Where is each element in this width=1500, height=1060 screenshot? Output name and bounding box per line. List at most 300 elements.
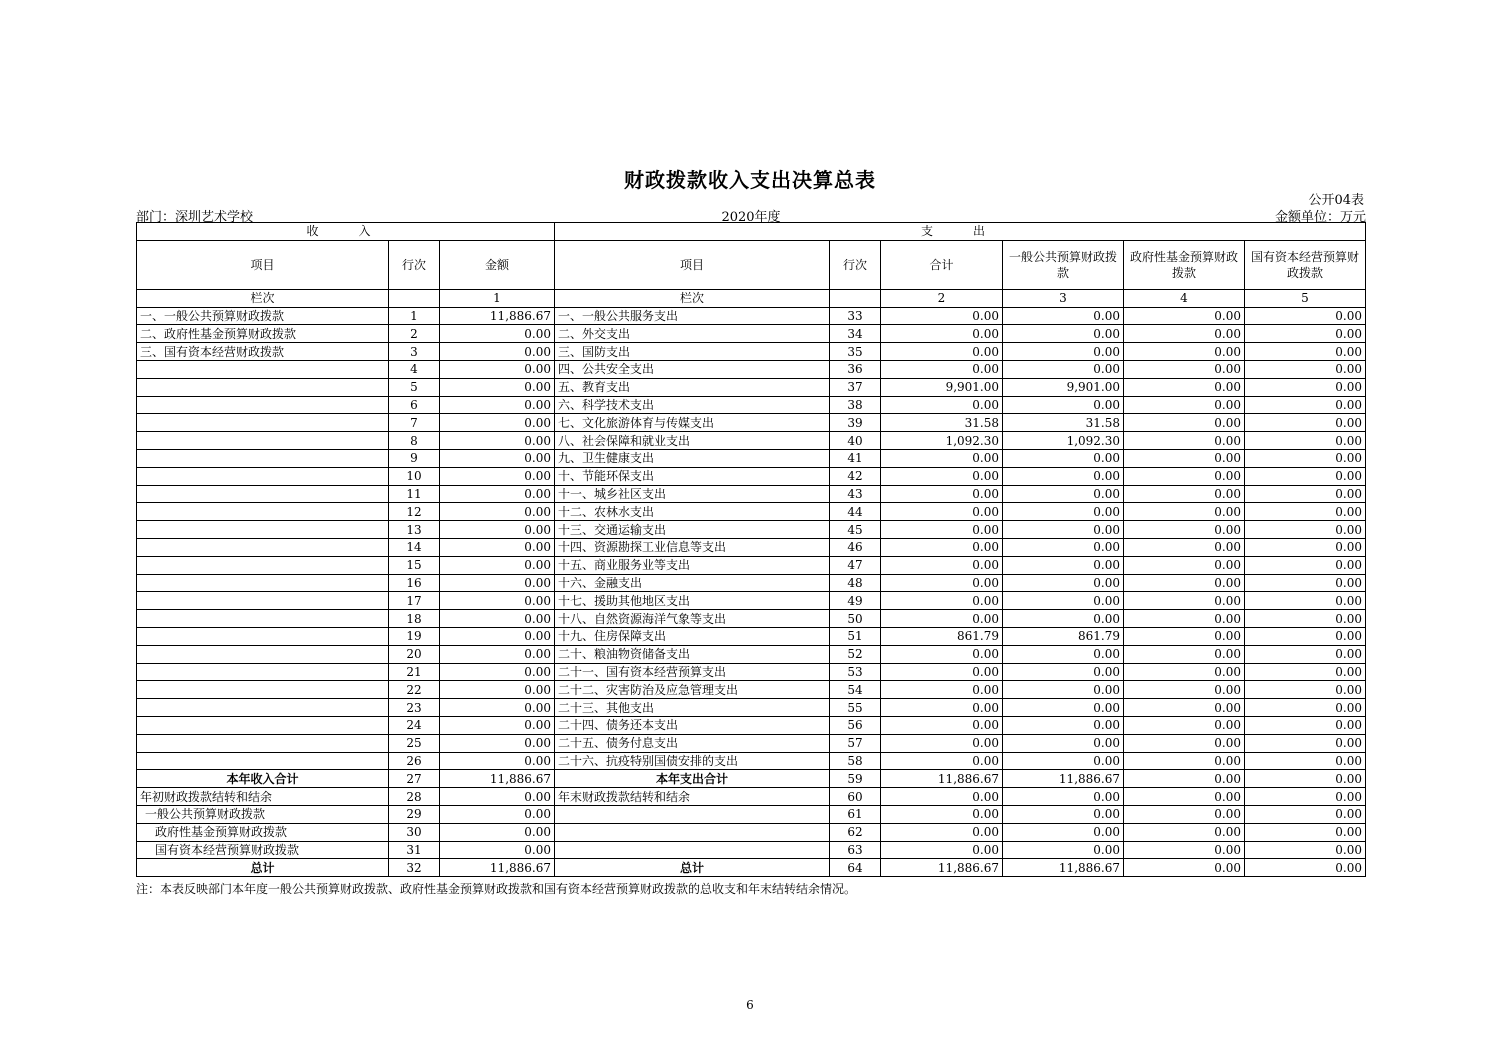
- expense-total: 0.00: [881, 538, 1003, 556]
- expense-total: 0.00: [881, 788, 1003, 806]
- income-item: [137, 485, 389, 503]
- expense-line: 60: [830, 788, 881, 806]
- expense-state: 0.00: [1245, 396, 1366, 414]
- expense-item: 十七、援助其他地区支出: [555, 592, 830, 610]
- table-row: [137, 716, 1366, 734]
- table-row: [137, 360, 1366, 378]
- expense-fund: 0.00: [1124, 859, 1245, 877]
- expense-general: 0.00: [1003, 681, 1124, 699]
- income-line: 5: [389, 378, 440, 396]
- expense-line: 59: [830, 770, 881, 788]
- income-item: [137, 432, 389, 450]
- expense-line: 52: [830, 645, 881, 663]
- expense-general: 0.00: [1003, 841, 1124, 859]
- expense-general: 0.00: [1003, 663, 1124, 681]
- expense-total: 0.00: [881, 307, 1003, 325]
- table-row: [137, 467, 1366, 485]
- column-number: 5: [1245, 289, 1366, 307]
- expense-total: 0.00: [881, 574, 1003, 592]
- department-label: 部门：深圳艺术学校: [136, 210, 254, 225]
- column-label: 栏次: [137, 289, 389, 307]
- expense-total: 11,886.67: [881, 770, 1003, 788]
- table-row: [137, 681, 1366, 699]
- income-amount: 0.00: [440, 414, 555, 432]
- expense-fund: 0.00: [1124, 467, 1245, 485]
- income-line: 1: [389, 307, 440, 325]
- income-amount: 0.00: [440, 325, 555, 343]
- expense-line: 43: [830, 485, 881, 503]
- expense-item: 二、外交支出: [555, 325, 830, 343]
- expense-line: 58: [830, 752, 881, 770]
- column-number: 4: [1124, 289, 1245, 307]
- table-row: [137, 414, 1366, 432]
- income-amount: 0.00: [440, 805, 555, 823]
- expense-line: 64: [830, 859, 881, 877]
- expense-line: 42: [830, 467, 881, 485]
- expense-item: 二十三、其他支出: [555, 699, 830, 717]
- expense-item: [555, 823, 830, 841]
- expense-item: 十二、农林水支出: [555, 503, 830, 521]
- expense-fund: 0.00: [1124, 307, 1245, 325]
- amount-unit: 金额单位：万元: [1274, 210, 1366, 225]
- table-row: [137, 752, 1366, 770]
- column-number-row: [137, 289, 1366, 307]
- expense-state: 0.00: [1245, 627, 1366, 645]
- expense-general: 0.00: [1003, 788, 1124, 806]
- expense-fund: 0.00: [1124, 788, 1245, 806]
- expense-total: 31.58: [881, 414, 1003, 432]
- income-item: 国有资本经营预算财政拨款: [137, 841, 389, 859]
- expense-total: 0.00: [881, 396, 1003, 414]
- expense-general: 0.00: [1003, 556, 1124, 574]
- expense-total: 0.00: [881, 823, 1003, 841]
- income-amount: 0.00: [440, 521, 555, 539]
- expense-general: 0.00: [1003, 805, 1124, 823]
- expense-fund: 0.00: [1124, 823, 1245, 841]
- expense-state: 0.00: [1245, 538, 1366, 556]
- expense-line: 61: [830, 805, 881, 823]
- expense-total: 0.00: [881, 343, 1003, 361]
- income-amount: 0.00: [440, 378, 555, 396]
- expense-fund: 0.00: [1124, 663, 1245, 681]
- expense-state: 0.00: [1245, 521, 1366, 539]
- col-total: 合计: [881, 240, 1003, 289]
- footnote: 注：本表反映部门本年度一般公共预算财政拨款、政府性基金预算财政拨款和国有资本经营预算财政拨款的总收支和年末结转结余情况。: [136, 882, 857, 896]
- income-line: 12: [389, 503, 440, 521]
- expense-fund: 0.00: [1124, 556, 1245, 574]
- table-row: [137, 343, 1366, 361]
- income-amount: 0.00: [440, 556, 555, 574]
- expense-total: 0.00: [881, 556, 1003, 574]
- expense-total: 0.00: [881, 610, 1003, 628]
- income-line: 4: [389, 360, 440, 378]
- expense-general: 0.00: [1003, 467, 1124, 485]
- income-amount: 0.00: [440, 681, 555, 699]
- income-item: [137, 752, 389, 770]
- expense-total: 0.00: [881, 449, 1003, 467]
- expense-item: 二十五、债务付息支出: [555, 734, 830, 752]
- expense-line: 45: [830, 521, 881, 539]
- income-line: 7: [389, 414, 440, 432]
- expense-item: 二十二、灾害防治及应急管理支出: [555, 681, 830, 699]
- expense-item: 十六、金融支出: [555, 574, 830, 592]
- column-number: 2: [881, 289, 1003, 307]
- income-item: 年初财政拨款结转和结余: [137, 788, 389, 806]
- expense-item: 八、社会保障和就业支出: [555, 432, 830, 450]
- income-amount: 0.00: [440, 841, 555, 859]
- income-amount: 0.00: [440, 360, 555, 378]
- expense-state: 0.00: [1245, 343, 1366, 361]
- expense-total: 0.00: [881, 521, 1003, 539]
- col-state: 国有资本经营预算财政拨款: [1245, 240, 1366, 289]
- income-amount: 0.00: [440, 538, 555, 556]
- income-line: 17: [389, 592, 440, 610]
- expense-fund: 0.00: [1124, 841, 1245, 859]
- income-line: 25: [389, 734, 440, 752]
- expense-item: 十八、自然资源海洋气象等支出: [555, 610, 830, 628]
- income-item: [137, 538, 389, 556]
- expense-state: 0.00: [1245, 556, 1366, 574]
- income-item: [137, 610, 389, 628]
- table-row: [137, 627, 1366, 645]
- table-row: [137, 699, 1366, 717]
- expense-item: 二十六、抗疫特别国债安排的支出: [555, 752, 830, 770]
- income-item: 总计: [137, 859, 389, 877]
- income-amount: 0.00: [440, 485, 555, 503]
- expense-total: 0.00: [881, 645, 1003, 663]
- expense-fund: 0.00: [1124, 574, 1245, 592]
- income-amount: 0.00: [440, 752, 555, 770]
- expense-item: 二十、粮油物资储备支出: [555, 645, 830, 663]
- expense-fund: 0.00: [1124, 449, 1245, 467]
- income-amount: 0.00: [440, 592, 555, 610]
- expense-general: 0.00: [1003, 325, 1124, 343]
- income-line: 23: [389, 699, 440, 717]
- income-amount: 0.00: [440, 503, 555, 521]
- expense-line: 62: [830, 823, 881, 841]
- table-row: [137, 521, 1366, 539]
- income-item: [137, 627, 389, 645]
- expense-state: 0.00: [1245, 770, 1366, 788]
- income-item: [137, 574, 389, 592]
- income-line: 28: [389, 788, 440, 806]
- expense-state: 0.00: [1245, 449, 1366, 467]
- income-item: [137, 663, 389, 681]
- income-amount: 0.00: [440, 627, 555, 645]
- income-item: [137, 449, 389, 467]
- table-row: [137, 841, 1366, 859]
- expense-total: 1,092.30: [881, 432, 1003, 450]
- table-row: [137, 378, 1366, 396]
- income-line: 20: [389, 645, 440, 663]
- expense-state: 0.00: [1245, 414, 1366, 432]
- table-row: [137, 503, 1366, 521]
- expense-fund: 0.00: [1124, 645, 1245, 663]
- income-amount: 0.00: [440, 788, 555, 806]
- income-item: [137, 503, 389, 521]
- table-row: [137, 592, 1366, 610]
- income-amount: 0.00: [440, 823, 555, 841]
- income-amount: 0.00: [440, 432, 555, 450]
- income-item: [137, 396, 389, 414]
- col-item: 项目: [137, 240, 389, 289]
- expense-fund: 0.00: [1124, 414, 1245, 432]
- expense-total: 0.00: [881, 716, 1003, 734]
- expense-header: 支 出: [555, 223, 1366, 241]
- table-row: [137, 307, 1366, 325]
- expense-state: 0.00: [1245, 307, 1366, 325]
- expense-line: 46: [830, 538, 881, 556]
- expense-line: 39: [830, 414, 881, 432]
- income-amount: 0.00: [440, 645, 555, 663]
- expense-total: 0.00: [881, 325, 1003, 343]
- expense-general: 11,886.67: [1003, 859, 1124, 877]
- expense-general: 0.00: [1003, 396, 1124, 414]
- expense-total: 11,886.67: [881, 859, 1003, 877]
- expense-state: 0.00: [1245, 592, 1366, 610]
- col-line: 行次: [389, 240, 440, 289]
- expense-state: 0.00: [1245, 503, 1366, 521]
- expense-state: 0.00: [1245, 752, 1366, 770]
- page-title: 财政拨款收入支出决算总表: [624, 168, 876, 192]
- meta-line: [136, 206, 1366, 225]
- expense-general: 0.00: [1003, 645, 1124, 663]
- expense-fund: 0.00: [1124, 378, 1245, 396]
- expense-total: 0.00: [881, 699, 1003, 717]
- column-label: 栏次: [555, 289, 830, 307]
- income-item: [137, 360, 389, 378]
- income-amount: 0.00: [440, 734, 555, 752]
- expense-line: 54: [830, 681, 881, 699]
- income-amount: 11,886.67: [440, 770, 555, 788]
- expense-item: 本年支出合计: [555, 770, 830, 788]
- income-item: [137, 699, 389, 717]
- expense-general: 9,901.00: [1003, 378, 1124, 396]
- income-line: 14: [389, 538, 440, 556]
- income-amount: 0.00: [440, 699, 555, 717]
- expense-general: 0.00: [1003, 574, 1124, 592]
- column-number: 3: [1003, 289, 1124, 307]
- expense-line: 56: [830, 716, 881, 734]
- income-line: 22: [389, 681, 440, 699]
- table-row: [137, 396, 1366, 414]
- expense-general: 0.00: [1003, 752, 1124, 770]
- expense-item: 二十四、债务还本支出: [555, 716, 830, 734]
- income-line: 9: [389, 449, 440, 467]
- expense-total: 0.00: [881, 503, 1003, 521]
- expense-fund: 0.00: [1124, 610, 1245, 628]
- expense-state: 0.00: [1245, 681, 1366, 699]
- income-item: [137, 592, 389, 610]
- income-line: 13: [389, 521, 440, 539]
- expense-general: 1,092.30: [1003, 432, 1124, 450]
- income-amount: 0.00: [440, 396, 555, 414]
- table-row: [137, 449, 1366, 467]
- income-line: 26: [389, 752, 440, 770]
- expense-state: 0.00: [1245, 574, 1366, 592]
- expense-line: 38: [830, 396, 881, 414]
- column-number: 1: [440, 289, 555, 307]
- expense-total: 0.00: [881, 592, 1003, 610]
- expense-fund: 0.00: [1124, 503, 1245, 521]
- expense-line: 35: [830, 343, 881, 361]
- expense-fund: 0.00: [1124, 627, 1245, 645]
- table-row: [137, 610, 1366, 628]
- expense-item: 九、卫生健康支出: [555, 449, 830, 467]
- income-amount: 11,886.67: [440, 307, 555, 325]
- expense-general: 0.00: [1003, 592, 1124, 610]
- expense-total: 0.00: [881, 681, 1003, 699]
- income-item: [137, 378, 389, 396]
- expense-general: 0.00: [1003, 503, 1124, 521]
- expense-general: 0.00: [1003, 360, 1124, 378]
- expense-general: 861.79: [1003, 627, 1124, 645]
- table-row: [137, 485, 1366, 503]
- income-line: 11: [389, 485, 440, 503]
- income-amount: 11,886.67: [440, 859, 555, 877]
- expense-total: 9,901.00: [881, 378, 1003, 396]
- expense-fund: 0.00: [1124, 343, 1245, 361]
- expense-line: 50: [830, 610, 881, 628]
- table-row: [137, 556, 1366, 574]
- income-item: 二、政府性基金预算财政拨款: [137, 325, 389, 343]
- expense-state: 0.00: [1245, 378, 1366, 396]
- expense-fund: 0.00: [1124, 716, 1245, 734]
- income-item: [137, 556, 389, 574]
- expense-state: 0.00: [1245, 788, 1366, 806]
- table-row: [137, 805, 1366, 823]
- income-amount: 0.00: [440, 343, 555, 361]
- expense-line: 33: [830, 307, 881, 325]
- expense-item: 五、教育支出: [555, 378, 830, 396]
- income-item: [137, 645, 389, 663]
- expense-fund: 0.00: [1124, 432, 1245, 450]
- income-amount: 0.00: [440, 449, 555, 467]
- expense-state: 0.00: [1245, 485, 1366, 503]
- expense-line: 36: [830, 360, 881, 378]
- expense-state: 0.00: [1245, 610, 1366, 628]
- expense-general: 0.00: [1003, 538, 1124, 556]
- income-line: 21: [389, 663, 440, 681]
- income-item: [137, 681, 389, 699]
- expense-state: 0.00: [1245, 432, 1366, 450]
- table-row: [137, 770, 1366, 788]
- expense-total: 0.00: [881, 467, 1003, 485]
- fiscal-year: 2020年度: [721, 210, 781, 225]
- table-row: [137, 645, 1366, 663]
- expense-line: 40: [830, 432, 881, 450]
- expense-fund: 0.00: [1124, 360, 1245, 378]
- income-line: 18: [389, 610, 440, 628]
- expense-fund: 0.00: [1124, 681, 1245, 699]
- col-fund: 政府性基金预算财政拨款: [1124, 240, 1245, 289]
- expense-fund: 0.00: [1124, 521, 1245, 539]
- expense-line: 44: [830, 503, 881, 521]
- expense-general: 0.00: [1003, 449, 1124, 467]
- income-amount: 0.00: [440, 663, 555, 681]
- expense-item: 七、文化旅游体育与传媒支出: [555, 414, 830, 432]
- income-item: [137, 414, 389, 432]
- expense-total: 861.79: [881, 627, 1003, 645]
- income-item: 本年收入合计: [137, 770, 389, 788]
- table-row: [137, 823, 1366, 841]
- expense-fund: 0.00: [1124, 396, 1245, 414]
- expense-item: 三、国防支出: [555, 343, 830, 361]
- income-line: 24: [389, 716, 440, 734]
- expense-fund: 0.00: [1124, 752, 1245, 770]
- table-row: [137, 574, 1366, 592]
- expense-total: 0.00: [881, 485, 1003, 503]
- expense-item: 四、公共安全支出: [555, 360, 830, 378]
- expense-line: 53: [830, 663, 881, 681]
- income-line: 31: [389, 841, 440, 859]
- expense-line: 34: [830, 325, 881, 343]
- expense-line: 57: [830, 734, 881, 752]
- expense-item: 十、节能环保支出: [555, 467, 830, 485]
- page-number: 6: [746, 998, 754, 1012]
- expense-general: 0.00: [1003, 307, 1124, 325]
- expense-line: 51: [830, 627, 881, 645]
- income-amount: 0.00: [440, 610, 555, 628]
- col-amount: 金额: [440, 240, 555, 289]
- income-line: 30: [389, 823, 440, 841]
- expense-general: 0.00: [1003, 823, 1124, 841]
- expense-total: 0.00: [881, 360, 1003, 378]
- expense-state: 0.00: [1245, 360, 1366, 378]
- form-number: 公开04表: [1308, 193, 1364, 208]
- income-line: 3: [389, 343, 440, 361]
- table-row: [137, 538, 1366, 556]
- expense-line: 47: [830, 556, 881, 574]
- expense-state: 0.00: [1245, 645, 1366, 663]
- expense-item: 十一、城乡社区支出: [555, 485, 830, 503]
- income-amount: 0.00: [440, 574, 555, 592]
- expense-state: 0.00: [1245, 805, 1366, 823]
- income-line: 32: [389, 859, 440, 877]
- expense-state: 0.00: [1245, 467, 1366, 485]
- income-item: 一、一般公共预算财政拨款: [137, 307, 389, 325]
- income-line: 6: [389, 396, 440, 414]
- income-item: 一般公共预算财政拨款: [137, 805, 389, 823]
- expense-fund: 0.00: [1124, 699, 1245, 717]
- expense-general: 0.00: [1003, 485, 1124, 503]
- income-item: [137, 734, 389, 752]
- expense-state: 0.00: [1245, 841, 1366, 859]
- table-row: [137, 325, 1366, 343]
- income-header: 收 入: [137, 223, 555, 241]
- expense-general: 0.00: [1003, 343, 1124, 361]
- expense-item: 总计: [555, 859, 830, 877]
- income-item: [137, 467, 389, 485]
- table-row: [137, 432, 1366, 450]
- income-item: 政府性基金预算财政拨款: [137, 823, 389, 841]
- expense-general: 0.00: [1003, 699, 1124, 717]
- expense-state: 0.00: [1245, 734, 1366, 752]
- expense-fund: 0.00: [1124, 485, 1245, 503]
- expense-general: 0.00: [1003, 521, 1124, 539]
- expense-fund: 0.00: [1124, 538, 1245, 556]
- budget-table: [136, 222, 1366, 877]
- table-row: [137, 788, 1366, 806]
- table-row: [137, 663, 1366, 681]
- expense-item: [555, 841, 830, 859]
- expense-state: 0.00: [1245, 663, 1366, 681]
- income-line: 8: [389, 432, 440, 450]
- expense-general: 31.58: [1003, 414, 1124, 432]
- expense-general: 0.00: [1003, 716, 1124, 734]
- expense-item: [555, 805, 830, 823]
- income-item: [137, 521, 389, 539]
